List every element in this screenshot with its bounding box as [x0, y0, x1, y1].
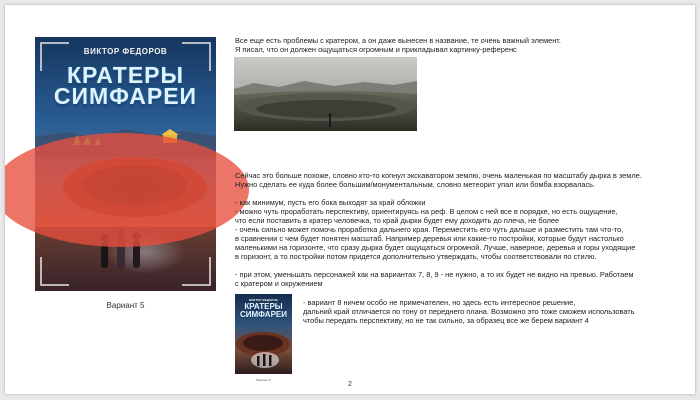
highlight-ellipse [5, 133, 249, 247]
note-line: дальний край отличается по тону от переднего плана. Возможно это тоже сможем использовать [303, 307, 635, 316]
intro-line: Все еще есть проблемы с кратером, а он даже вынесен в название, те очень важный элемент. [235, 36, 561, 45]
feedback-line: Нужно сделать ее куда более большим/монументальным, словно метеорит упал или бомба взорвалась. [235, 180, 596, 189]
crater-reference-photo [234, 57, 417, 131]
feedback-bullet: - как минимум, пусть его бока выходят за край обложки [235, 198, 426, 207]
feedback-bullet: маленькими на горизонте, что сразу дырка будет ощущаться огромной. Лучше, наверное, деревья и горы уходящие [235, 243, 636, 252]
document-page [5, 5, 695, 394]
book-cover-variant-8 [235, 294, 292, 374]
variant-5-caption: Вариант 5 [106, 301, 145, 310]
small-cover-title-line-2: СИМФАРЕИ [239, 310, 288, 319]
note-line: - вариант 8 ничем особо не примечателен, но здесь есть интересное решение, [303, 298, 576, 307]
intro-line: Я писал, что он должен ощущаться огромным и прикладывал картинку-референс [235, 45, 517, 54]
feedback-bullet: - можно чуть проработать перспективу, ориентируясь на реф. В целом с ней все в порядке, но есть ощущение, [235, 207, 618, 216]
small-cover-title [235, 303, 292, 319]
feedback-line: Сейчас это больше похоже, словно кто-то копнул экскаватором землю, очень маленькая по масштабу дырка в земле. [235, 171, 642, 180]
feedback-text [235, 171, 687, 288]
feedback-bullet: - очень сильно может помочь проработка дальнего края. Переместить его чуть дальше и разместить там что-то, [235, 225, 624, 234]
intro-text [235, 36, 685, 54]
feedback-line: - при этом, уменьшать персонажей как на вариантах 7, 8, 9 - не нужно, а то их будет не видно на превью. Работаем [235, 270, 634, 279]
feedback-bullet: в горизонт, а то постройки потом придется дополнительно утверждать, чтобы соответствовали по стилю. [235, 252, 597, 261]
small-cover-title-line-1: КРАТЕРЫ [244, 302, 283, 311]
feedback-line: с кратером и окружением [235, 279, 323, 288]
feedback-bullet: что если поставить в кратер человечка, то край дырки будет ему доходить до плеча, не более [235, 216, 560, 225]
note-line: чтобы передать перспективу, но не так сильно, за образец все же берем вариант 4 [303, 316, 589, 325]
variant-8-caption: Вариант 8 [256, 378, 271, 382]
cover-title-line-1: КРАТЕРЫ [66, 62, 185, 88]
cover-title-line-2: СИМФАРЕИ [53, 83, 198, 109]
feedback-bullet: в сравнении с чем будет понятен масштаб. Например деревья или какие-то постройки, которые будут настолько [235, 234, 624, 243]
cover-title [35, 62, 216, 109]
cover-author: ВИКТОР ФЕДОРОВ [83, 47, 168, 56]
page-number: 2 [348, 381, 352, 388]
small-cover-author: ВИКТОР ФЕДОРОВ [249, 298, 278, 302]
variant-8-note [303, 298, 683, 325]
